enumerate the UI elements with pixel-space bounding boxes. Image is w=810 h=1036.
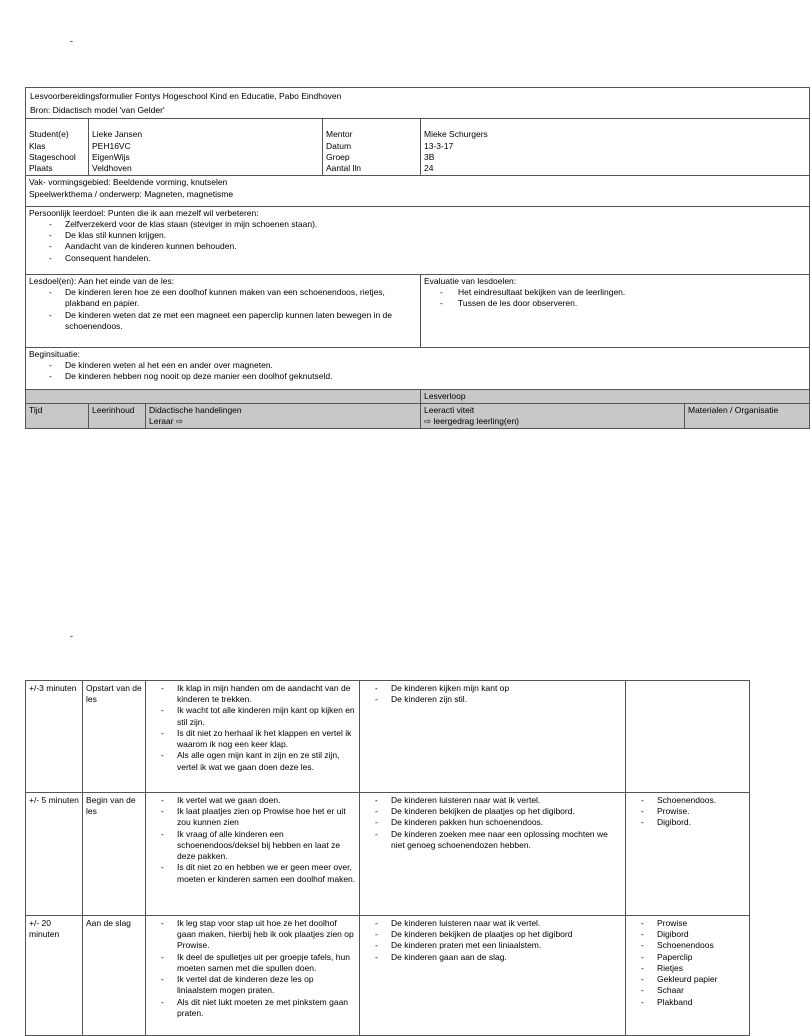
teacher-action: - Als alle ogen mijn kant in zijn en ze stil zijn, vertel ik wat we gaan doen deze les. xyxy=(149,750,356,772)
goal-evaluation-item: - Tussen de les door observeren. xyxy=(424,298,806,309)
row-teacher-actions xyxy=(146,681,360,793)
lesson-course-row xyxy=(26,793,750,916)
pupil-activity: - De kinderen kijken mijn kant op xyxy=(363,683,622,694)
pupil-activity: - De kinderen bekijken de plaatjes op het digibord. xyxy=(363,806,622,817)
lesson-goal-item: - De kinderen leren hoe ze een doolhof kunnen maken van een schoenendoos, rietjes, plakband en papier. xyxy=(29,287,417,309)
row-teacher-actions xyxy=(146,916,360,1036)
pupil-activity: - De kinderen gaan aan de slag. xyxy=(363,952,622,963)
row-pupil-activity xyxy=(360,681,626,793)
info-labels-left: Student(e) Klas Stageschool Plaats xyxy=(26,119,89,176)
teacher-action: - Ik vertel dat de kinderen deze les op liniaalstem mogen praten. xyxy=(149,974,356,996)
personal-goal-title: Persoonlijk leerdoel: Punten die ik aan mezelf wil verbeteren: xyxy=(29,207,259,218)
personal-goal-section xyxy=(26,206,810,274)
info-values-right xyxy=(421,119,810,176)
material-item: - Prowise xyxy=(629,918,746,929)
material-item: - Schaar xyxy=(629,985,746,996)
goal-evaluation-item: - Het eindresultaat bekijken van de leerlingen. xyxy=(424,287,806,298)
teacher-action: - Ik leg stap voor stap uit hoe ze het doolhof gaan maken, hierbij heb ik ook plaatjes zien op Prowise. xyxy=(149,918,356,952)
col-time-header: Tijd xyxy=(26,403,89,428)
teacher-action: - Is dit niet zo en hebben we er geen meer over, moeten er kinderen samen een doolhof maken. xyxy=(149,862,356,884)
teacher-action: - Als dit niet lukt moeten ze met pinkstem gaan praten. xyxy=(149,997,356,1019)
material-item: - Plakband xyxy=(629,997,746,1008)
teacher-action: - Ik laat plaatjes zien op Prowise hoe het er uit zou kunnen zien xyxy=(149,806,356,828)
pupil-activity: - De kinderen zijn stil. xyxy=(363,694,622,705)
material-item: - Digibord xyxy=(629,929,746,940)
row-content: Opstart van de les xyxy=(83,681,146,793)
subject-theme: Speelwerkthema / onderwerp: Magneten, magnetisme xyxy=(29,188,234,199)
row-time: +/-3 minuten xyxy=(26,681,83,793)
row-materials xyxy=(626,793,750,916)
lesson-prep-form xyxy=(25,87,810,429)
start-situation-item: - De kinderen hebben nog nooit op deze manier een doolhof geknutseld. xyxy=(29,371,806,382)
pupil-activity: - De kinderen bekijken de plaatjes op het digibord xyxy=(363,929,622,940)
lesson-date: 13-3-17 xyxy=(424,140,454,151)
subject-section xyxy=(26,176,810,206)
row-time: +/- 5 minuten xyxy=(26,793,83,916)
row-time: +/- 20 minuten xyxy=(26,916,83,1036)
teacher-action: - Ik vraag of alle kinderen een schoenendoos/deksel bij hebben en laat ze deze pakken. xyxy=(149,829,356,863)
group-name: 3B xyxy=(424,151,435,162)
lesson-course-table xyxy=(25,680,750,1036)
row-content: Aan de slag xyxy=(83,916,146,1036)
lesson-goals-section xyxy=(26,274,421,347)
material-item: - Schoenendoos. xyxy=(629,795,746,806)
goal-evaluation-title: Evaluatie van lesdoelen: xyxy=(424,275,517,286)
teacher-action: - Is dit niet zo herhaal ik het klappen en vertel ik waarom ik nog een keer klap. xyxy=(149,728,356,750)
row-materials xyxy=(626,916,750,1036)
goal-evaluation-section xyxy=(421,274,810,347)
teacher-action: - Ik vertel wat we gaan doen. xyxy=(149,795,356,806)
col-activity-header: Leeracti viteit ⇨ leergedrag leerling(en) xyxy=(421,403,685,428)
personal-goal-item: - De klas stil kunnen krijgen. xyxy=(29,230,806,241)
place-name: Veldhoven xyxy=(92,163,132,174)
start-situation-title: Beginsituatie: xyxy=(29,348,81,359)
pupil-activity: - De kinderen pakken hun schoenendoos. xyxy=(363,817,622,828)
lesson-goal-item: - De kinderen weten dat ze met een magneet een paperclip kunnen laten bewegen in de schoenendoos. xyxy=(29,310,417,332)
form-title: Lesvoorbereidingsformulier Fontys Hogeschool Kind en Educatie, Pabo Eindhoven xyxy=(30,91,342,101)
material-item: - Paperclip xyxy=(629,952,746,963)
material-item: - Gekleurd papier xyxy=(629,974,746,985)
subject-field: Vak- vormingsgebied: Beeldende vorming, knutselen xyxy=(29,177,228,188)
pupil-activity: - De kinderen luisteren naar wat ik vertel. xyxy=(363,918,622,929)
page-marker: - xyxy=(70,36,73,46)
student-name: Lieke Jansen xyxy=(92,129,143,140)
row-teacher-actions xyxy=(146,793,360,916)
personal-goal-item: - Consequent handelen. xyxy=(29,253,806,264)
pupil-count: 24 xyxy=(424,163,434,174)
class-code: PEH16VC xyxy=(92,140,131,151)
pupil-activity: - De kinderen zoeken mee naar een oplossing mochten we niet genoeg schoenendozen hebben. xyxy=(363,829,622,851)
material-item: - Rietjes xyxy=(629,963,746,974)
row-materials xyxy=(626,681,750,793)
personal-goal-item: - Zelfverzekerd voor de klas staan (steviger in mijn schoenen staan). xyxy=(29,219,806,230)
teacher-action: - Ik klap in mijn handen om de aandacht van de kinderen te trekken. xyxy=(149,683,356,705)
col-content-header: Leerinhoud xyxy=(89,403,146,428)
col-materials-header: Materialen / Organisatie xyxy=(685,403,810,428)
material-item: - Digibord. xyxy=(629,817,746,828)
material-item: - Prowise. xyxy=(629,806,746,817)
material-item: - Schoenendoos xyxy=(629,940,746,951)
form-source: Bron: Didactisch model 'van Gelder' xyxy=(30,105,165,116)
school-name: EigenWijs xyxy=(92,151,130,162)
start-situation-item: - De kinderen weten al het een en ander over magneten. xyxy=(29,360,806,371)
start-situation-section xyxy=(26,347,810,389)
row-pupil-activity xyxy=(360,916,626,1036)
teacher-action: - Ik wacht tot alle kinderen mijn kant op kijken en stil zijn. xyxy=(149,705,356,727)
mentor-name: Mieke Schurgers xyxy=(424,129,488,140)
info-values-left xyxy=(89,119,323,176)
col-didactic-header: Didactische handelingen Leraar ⇨ xyxy=(146,403,421,428)
row-content: Begin van de les xyxy=(83,793,146,916)
personal-goal-item: - Aandacht van de kinderen kunnen behouden. xyxy=(29,241,806,252)
page-marker: - xyxy=(70,631,73,641)
pupil-activity: - De kinderen praten met een liniaalstem. xyxy=(363,940,622,951)
pupil-activity: - De kinderen luisteren naar wat ik vertel. xyxy=(363,795,622,806)
info-labels-right: Mentor Datum Groep Aantal lln xyxy=(323,119,421,176)
lesson-course-caption: Lesverloop xyxy=(421,389,810,403)
lesson-course-row xyxy=(26,681,750,793)
lesson-goals-title: Lesdoel(en): Aan het einde van de les: xyxy=(29,275,175,286)
lesson-course-row xyxy=(26,916,750,1036)
form-header xyxy=(26,88,810,119)
teacher-action: - Ik deel de spulletjes uit per groepje tafels, hun moeten samen met die spullen doen. xyxy=(149,952,356,974)
row-pupil-activity xyxy=(360,793,626,916)
